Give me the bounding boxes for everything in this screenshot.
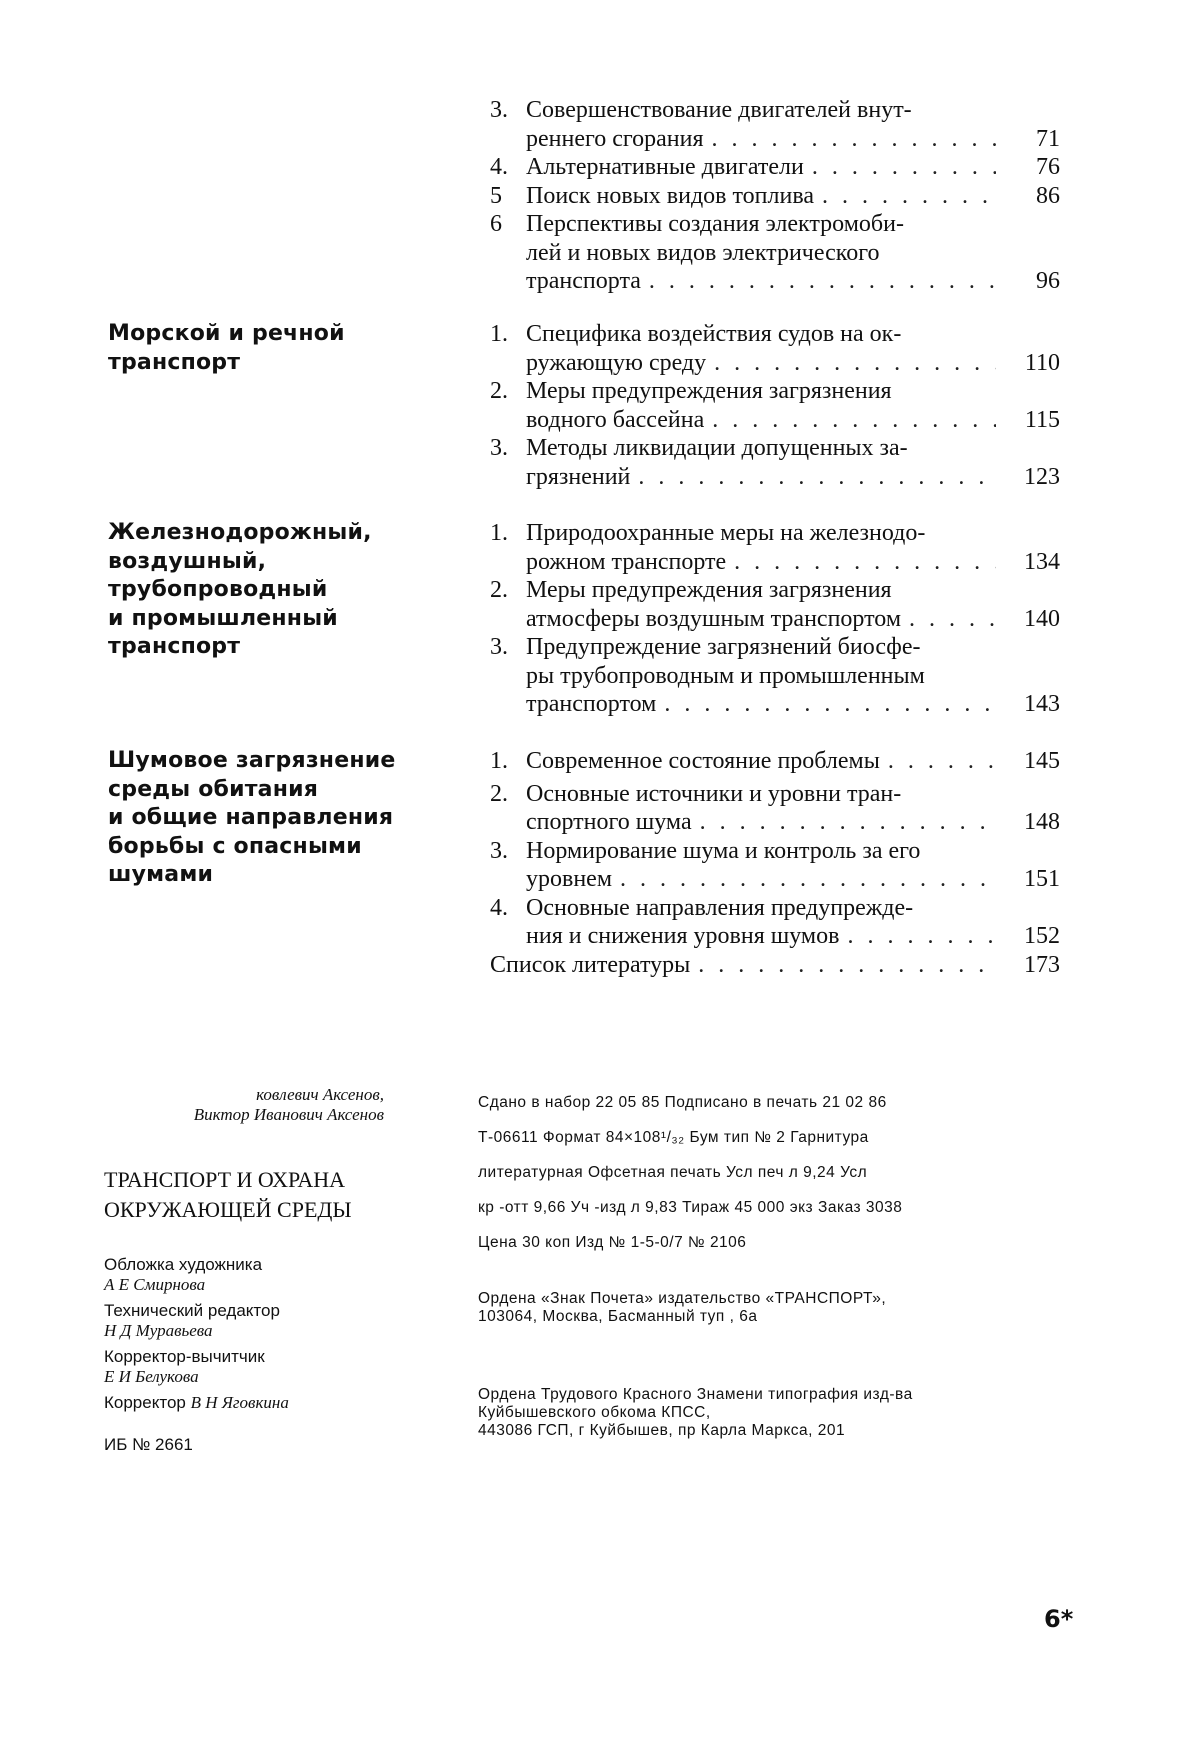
leader-dots: ........: [814, 182, 996, 211]
entry-number: 3.: [490, 633, 524, 662]
credit-name: А Е Смирнова: [104, 1275, 384, 1295]
toc-section: [0, 320, 1200, 519]
page-number: 152: [1000, 922, 1060, 951]
entry-number: 4.: [490, 894, 524, 923]
printer-line: 443086 ГСП, г Куйбышев, пр Карла Маркса, 201: [478, 1422, 1078, 1440]
page-number: 145: [1000, 747, 1060, 776]
entry-line: спортного шума: [526, 808, 692, 837]
entry-number: 1.: [490, 519, 524, 548]
entry-line: атмосферы воздушным транспортом: [526, 605, 901, 634]
leader-dots: ..............: [704, 406, 996, 435]
entry-number: 3.: [490, 837, 524, 866]
toc-section: [0, 519, 1200, 747]
credit-name: Е И Белукова: [104, 1367, 384, 1387]
author-line: Виктор Иванович Аксенов: [104, 1105, 384, 1125]
entry-line: транспортом: [526, 690, 656, 719]
entry-line: уровнем: [526, 865, 612, 894]
entry-line: Меры предупреждения загрязнения: [526, 576, 996, 605]
leader-dots: .................: [641, 267, 996, 296]
page-number: 71: [1000, 125, 1060, 154]
section-title-line: Шумовое загрязнение: [108, 747, 438, 776]
leader-dots: ..............: [690, 951, 996, 980]
imprint-credits: [104, 1085, 384, 1455]
section-title-line: шумами: [108, 861, 438, 890]
entry-line: Альтернативные двигатели: [526, 153, 804, 182]
entry-text: [526, 747, 996, 776]
entry-number: 2.: [490, 576, 524, 605]
page-number: 173: [1000, 951, 1060, 980]
toc-section: [0, 96, 1200, 320]
toc-entries: [490, 519, 1090, 719]
entry-text: [526, 780, 996, 837]
entry-line-last: [526, 125, 996, 154]
section-title-line: и промышленный: [108, 605, 438, 634]
toc-entry: [490, 320, 1090, 377]
entry-number: 2.: [490, 780, 524, 809]
leader-dots: .........: [804, 153, 996, 182]
entry-number: 1.: [490, 747, 524, 776]
toc-entry-references: [490, 951, 1090, 980]
section-title-line: транспорт: [108, 349, 438, 378]
entry-text: [526, 153, 996, 182]
section-title-line: транспорт: [108, 633, 438, 662]
print-detail-line: Т-06611 Формат 84×108¹/₃₂ Бум тип № 2 Гарнитура: [478, 1120, 1078, 1155]
table-of-contents: [0, 96, 1200, 987]
author-line: ковлевич Аксенов,: [104, 1085, 384, 1105]
entry-text: [526, 320, 996, 377]
toc-entry: [490, 153, 1090, 182]
entry-line-last: [526, 747, 996, 776]
publisher: [478, 1290, 1078, 1326]
page-number: 76: [1000, 153, 1060, 182]
entry-line-last: [526, 182, 996, 211]
section-title-line: борьбы с опасными: [108, 833, 438, 862]
toc-entries: [490, 96, 1090, 296]
entry-line-last: [526, 153, 996, 182]
toc-entry: [490, 377, 1090, 434]
printer-line: Ордена Трудового Красного Знамени типография изд-ва: [478, 1386, 1078, 1404]
entry-line: Предупреждение загрязнений биосфе-: [526, 633, 996, 662]
entry-line-last: [526, 605, 996, 634]
book-title: [104, 1165, 384, 1225]
toc-entry: [490, 837, 1090, 894]
book-title-line: ТРАНСПОРТ И ОХРАНА: [104, 1165, 384, 1195]
entry-text: [526, 633, 996, 719]
entry-text: [526, 576, 996, 633]
credit: [104, 1347, 384, 1387]
entry-text: [526, 894, 996, 951]
print-detail-line: кр -отт 9,66 Уч -изд л 9,83 Тираж 45 000 экз Заказ 3038: [478, 1190, 1078, 1225]
entry-line-last: [490, 951, 996, 980]
leader-dots: ....: [901, 605, 996, 634]
toc-entry: [490, 780, 1090, 837]
entry-line: грязнений: [526, 463, 630, 492]
section-title-line: Морской и речной: [108, 320, 438, 349]
imprint-print-details: [478, 1085, 1078, 1440]
toc-entries: [490, 320, 1090, 491]
entry-line: водного бассейна: [526, 406, 704, 435]
entry-line: Нормирование шума и контроль за его: [526, 837, 996, 866]
entry-line-last: [526, 267, 996, 296]
book-title-line: ОКРУЖАЮЩЕЙ СРЕДЫ: [104, 1195, 384, 1225]
entry-line-last: [526, 865, 996, 894]
toc-entry: [490, 434, 1090, 491]
toc-entry: [490, 576, 1090, 633]
printer-line: Куйбышевского обкома КПСС,: [478, 1404, 1078, 1422]
section-title: [108, 519, 438, 662]
page-number: 134: [1000, 548, 1060, 577]
credit-role: Корректор: [104, 1393, 186, 1412]
page-number: 86: [1000, 182, 1060, 211]
entry-text: [526, 519, 996, 576]
leader-dots: ..............: [704, 125, 996, 154]
entry-text: [526, 434, 996, 491]
entry-line: Специфика воздействия судов на ок-: [526, 320, 996, 349]
leader-dots: .................: [630, 463, 996, 492]
page-folio: 6*: [1044, 1605, 1073, 1633]
credit-name: Н Д Муравьева: [104, 1321, 384, 1341]
toc-entry: [490, 519, 1090, 576]
page-number: 151: [1000, 865, 1060, 894]
publisher-line: Ордена «Знак Почета» издательство «ТРАНСПОРТ»,: [478, 1290, 1078, 1308]
leader-dots: ...................: [612, 865, 996, 894]
entry-line-last: [526, 349, 996, 378]
credit-role: Обложка художника: [104, 1255, 384, 1275]
ib-number: ИБ № 2661: [104, 1435, 384, 1455]
section-title-line: среды обитания: [108, 776, 438, 805]
page-number: 110: [1000, 349, 1060, 378]
credit-name: В Н Яговкина: [191, 1393, 289, 1412]
entry-line-last: [526, 922, 996, 951]
entry-line: рожном транспорте: [526, 548, 726, 577]
credit: [104, 1301, 384, 1341]
entry-line-last: [526, 406, 996, 435]
entry-number: 3.: [490, 96, 524, 125]
credit-role: Корректор-вычитчик: [104, 1347, 384, 1367]
page-number: 140: [1000, 605, 1060, 634]
entry-line: Совершенствование двигателей внут-: [526, 96, 996, 125]
credit-corrector: [104, 1393, 384, 1413]
section-title: [108, 320, 438, 377]
entry-line: транспорта: [526, 267, 641, 296]
page-number: 96: [1000, 267, 1060, 296]
toc-entries: [490, 747, 1090, 979]
section-title-line: и общие направления: [108, 804, 438, 833]
entry-number: 4.: [490, 153, 524, 182]
page-number: 123: [1000, 463, 1060, 492]
entry-line: ния и снижения уровня шумов: [526, 922, 839, 951]
print-details: [478, 1085, 1078, 1260]
entry-number: 1.: [490, 320, 524, 349]
entry-number: 5: [490, 182, 524, 211]
toc-entry: [490, 747, 1090, 776]
toc-entry: [490, 633, 1090, 719]
toc-entry: [490, 182, 1090, 211]
toc-entry: [490, 894, 1090, 951]
entry-line-last: [526, 463, 996, 492]
toc-section: [0, 747, 1200, 987]
authors: [104, 1085, 384, 1125]
entry-line: ры трубопроводным и промышленным: [526, 662, 996, 691]
entry-text: [526, 837, 996, 894]
printer: [478, 1386, 1078, 1440]
entry-number: 3.: [490, 434, 524, 463]
book-page: [0, 0, 1200, 1760]
entry-line: ружающую среду: [526, 349, 706, 378]
entry-line: Современное состояние проблемы: [526, 747, 880, 776]
leader-dots: ..............: [692, 808, 996, 837]
entry-line: Природоохранные меры на железнодо-: [526, 519, 996, 548]
entry-text: [526, 210, 996, 296]
entry-text: [490, 951, 996, 980]
entry-line-last: [526, 808, 996, 837]
entry-line: Перспективы создания электромоби-: [526, 210, 996, 239]
credit: [104, 1255, 384, 1295]
section-title-line: воздушный,: [108, 548, 438, 577]
entry-text: [526, 96, 996, 153]
entry-line: Методы ликвидации допущенных за-: [526, 434, 996, 463]
entry-line: Меры предупреждения загрязнения: [526, 377, 996, 406]
entry-line: Поиск новых видов топлива: [526, 182, 814, 211]
section-title-line: трубопроводный: [108, 576, 438, 605]
page-number: 115: [1000, 406, 1060, 435]
print-detail-line: литературная Офсетная печать Усл печ л 9,24 Усл: [478, 1155, 1078, 1190]
entry-number: 6: [490, 210, 524, 239]
credit-role: Технический редактор: [104, 1301, 384, 1321]
leader-dots: ................: [656, 690, 996, 719]
entry-line: лей и новых видов электрического: [526, 239, 996, 268]
section-title: [108, 747, 438, 890]
entry-line: реннего сгорания: [526, 125, 704, 154]
section-title-line: Железнодорожный,: [108, 519, 438, 548]
print-detail-line: Сдано в набор 22 05 85 Подписано в печать 21 02 86: [478, 1085, 1078, 1120]
leader-dots: ......: [880, 747, 996, 776]
entry-line-last: [526, 690, 996, 719]
leader-dots: .............: [726, 548, 996, 577]
toc-entry: [490, 210, 1090, 296]
page-number: 148: [1000, 808, 1060, 837]
leader-dots: ..............: [706, 349, 996, 378]
toc-entry: [490, 96, 1090, 153]
references-label: Список литературы: [490, 951, 690, 980]
entry-text: [526, 182, 996, 211]
entry-number: 2.: [490, 377, 524, 406]
page-number: 143: [1000, 690, 1060, 719]
leader-dots: .......: [839, 922, 996, 951]
entry-text: [526, 377, 996, 434]
entry-line: Основные источники и уровни тран-: [526, 780, 996, 809]
entry-line-last: [526, 548, 996, 577]
print-detail-line: Цена 30 коп Изд № 1-5-0/7 № 2106: [478, 1225, 1078, 1260]
entry-line: Основные направления предупрежде-: [526, 894, 996, 923]
publisher-line: 103064, Москва, Басманный туп , 6а: [478, 1308, 1078, 1326]
